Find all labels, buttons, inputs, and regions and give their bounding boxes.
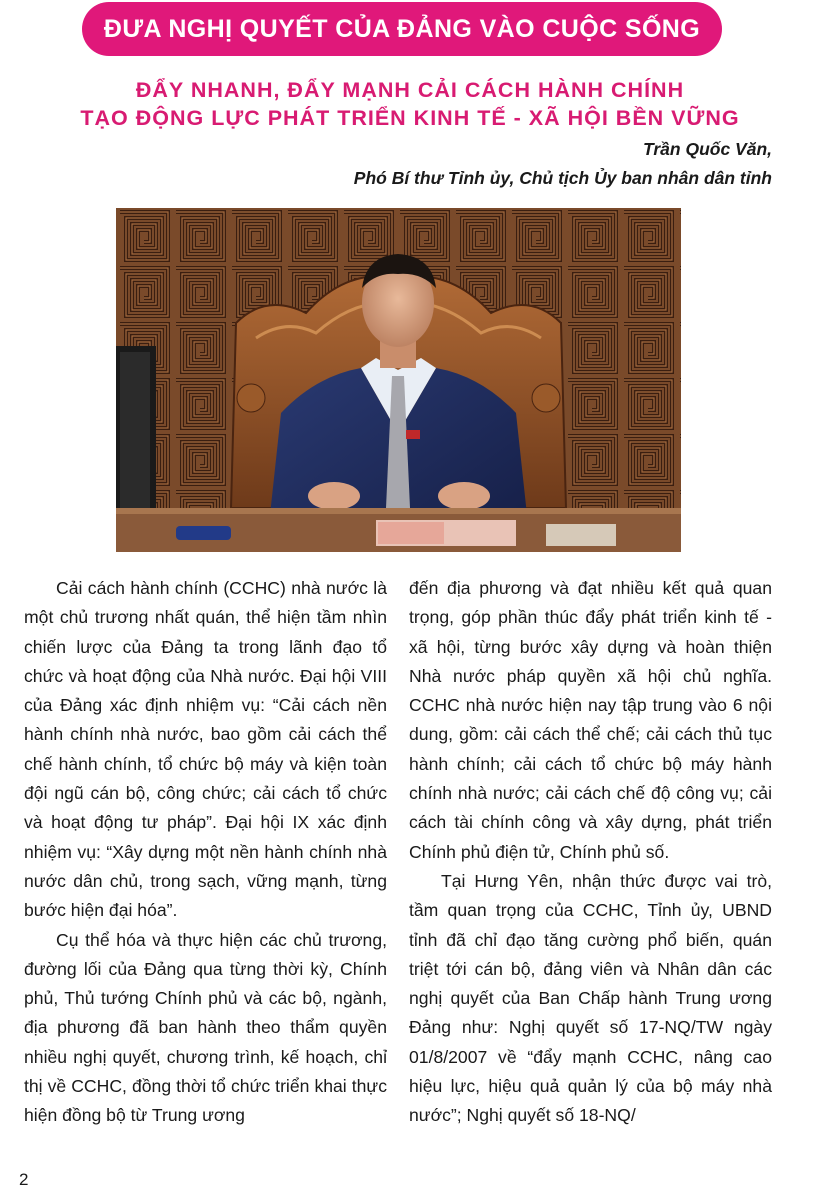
- article-title-line-1: ĐẨY NHANH, ĐẨY MẠNH CẢI CÁCH HÀNH CHÍNH: [135, 78, 685, 102]
- page-number: 2: [19, 1170, 29, 1189]
- article-title-line-2: TẠO ĐỘNG LỰC PHÁT TRIỂN KINH TẾ - XÃ HỘI BỀN VỮNG: [80, 106, 740, 130]
- paragraph: Cải cách hành chính (CCHC) nhà nước là một chủ trương nhất quán, thể hiện tầm nhìn chiến lược của Đảng ta trong lãnh đạo tổ chức và hoạt động của Nhà nước. Đại hội VIII của Đảng xác định nhiệm vụ: “Cải cách nền hành chính nhà nước, bao gồm cải cách thể chế hành chính, tổ chức bộ máy và kiện toàn đội ngũ cán bộ, công chức; cải cách tổ chức và hoạt động tư pháp”. Đại hội IX xác định nhiệm vụ: “Xây dựng một nền hành chính nhà nước dân chủ, trong sạch, vững mạnh, từng bước hiện đại hóa”.: [24, 578, 387, 921]
- author-name: Trần Quốc Văn,: [642, 139, 772, 159]
- section-banner-text: ĐƯA NGHỊ QUYẾT CỦA ĐẢNG VÀO CUỘC SỐNG: [103, 14, 701, 43]
- article-body-left-column: [24, 574, 387, 1131]
- section-banner: [82, 2, 722, 56]
- article-body-right-column: [409, 574, 772, 1131]
- paragraph: Cụ thể hóa và thực hiện các chủ trương, đường lối của Đảng qua từng thời kỳ, Chính phủ, Thủ tướng Chính phủ và các bộ, ngành, địa phương đã ban hành theo thẩm quyền nhiều nghị quyết, chương trình, kế hoạch, chỉ thị về CCHC, đồng thời tổ chức triển khai thực hiện đồng bộ từ Trung ương: [24, 929, 387, 1126]
- portrait-photo: [116, 208, 681, 552]
- author-position: Phó Bí thư Tỉnh ủy, Chủ tịch Ủy ban nhân dân tỉnh: [353, 168, 772, 188]
- paragraph: Tại Hưng Yên, nhận thức được vai trò, tầm quan trọng của CCHC, Tỉnh ủy, UBND tỉnh đã chỉ đạo tăng cường phổ biến, quán triệt tới cán bộ, đảng viên và Nhân dân các nghị quyết của Ban Chấp hành Trung ương Đảng như: Nghị quyết số 17-NQ/TW ngày 01/8/2007 về “đẩy mạnh CCHC, nâng cao hiệu lực, hiệu quả quản lý của bộ máy nhà nước”; Nghị quyết số 18-NQ/: [409, 870, 772, 1126]
- paragraph: đến địa phương và đạt nhiều kết quả quan trọng, góp phần thúc đẩy phát triển kinh tế - xã hội, từng bước xây dựng và hoàn thiện Nhà nước pháp quyền xã hội chủ nghĩa. CCHC nhà nước hiện nay tập trung vào 6 nội dung, gồm: cải cách thể chế; cải cách thủ tục hành chính; cải cách tổ chức bộ máy hành chính nhà nước; cải cách chế độ công vụ; cải cách tài chính công và xây dựng, phát triển Chính phủ điện tử, Chính phủ số.: [409, 578, 772, 862]
